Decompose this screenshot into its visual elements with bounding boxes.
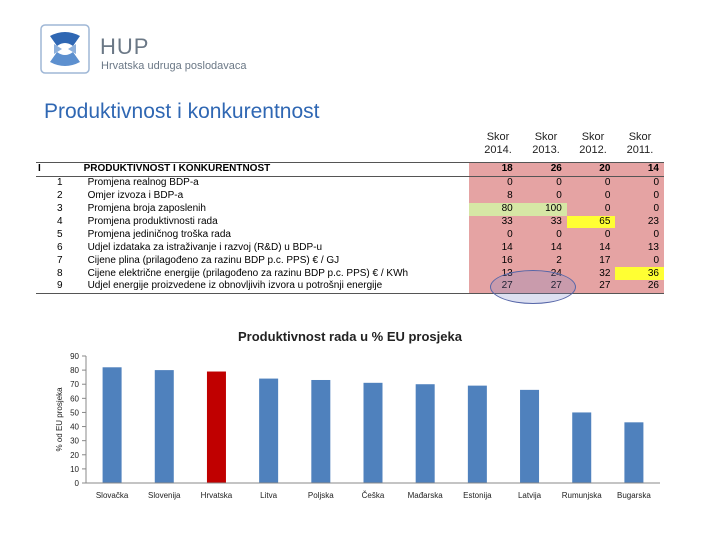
table-cell: 27 <box>567 280 616 293</box>
row-number: 8 <box>57 267 63 279</box>
table-cell: 0 <box>615 254 664 267</box>
x-tick-label: Slovačka <box>95 491 129 500</box>
table-cell: 0 <box>469 228 518 241</box>
table-cell-highlighted: 80 <box>469 203 518 216</box>
y-tick-label: 60 <box>70 394 79 404</box>
table-cell: 33 <box>518 216 567 229</box>
row-number: 6 <box>57 241 63 253</box>
table-cell: 0 <box>615 176 664 189</box>
table-cell: 27 <box>518 280 567 293</box>
y-tick-label: 80 <box>70 366 79 376</box>
column-header-2011 <box>618 131 662 157</box>
table-cell: 23 <box>615 216 664 229</box>
table-cell: 27 <box>469 280 518 293</box>
column-header-2013 <box>524 131 568 157</box>
table-cell: 13 <box>615 241 664 254</box>
section-label: PRODUKTIVNOST I KONKURENTNOST <box>84 163 470 177</box>
row-label: Cijene električne energije (prilagođeno za razinu BDP p.c. PPS) € / KWh <box>87 267 409 279</box>
column-header-line1: Skor <box>628 131 652 143</box>
y-tick-label: 40 <box>70 422 79 432</box>
table-cell: 14 <box>469 241 518 254</box>
table-row <box>36 228 664 241</box>
row-label: Promjena jediničnog troška rada <box>87 228 231 240</box>
row-label: Promjena broja zaposlenih <box>87 203 206 215</box>
table-section-row <box>36 163 664 177</box>
hup-logo-icon <box>40 24 90 74</box>
table-cell: 2 <box>518 254 567 267</box>
row-label: Promjena realnog BDP-a <box>87 177 199 189</box>
table-cell: 32 <box>567 267 616 280</box>
table-cell: 26 <box>518 163 567 177</box>
section-number: I <box>36 163 84 177</box>
table-cell: 0 <box>518 176 567 189</box>
logo-subtitle: Hrvatska udruga poslodavaca <box>101 60 247 72</box>
row-label: Udjel energije proizvedene iz obnovljivih izvora u potrošnji energije <box>84 280 470 293</box>
x-tick-label: Češka <box>361 491 385 500</box>
table-cell: 0 <box>567 228 616 241</box>
x-tick-label: Mađarska <box>407 491 443 500</box>
chart-title: Produktivnost rada u % EU prosjeka <box>238 329 462 344</box>
x-tick-label: Litva <box>260 491 278 500</box>
x-tick-label: Rumunjska <box>561 491 602 500</box>
table-cell: 18 <box>469 163 518 177</box>
column-header-line1: Skor <box>534 131 558 143</box>
row-number: 2 <box>57 190 63 202</box>
table-row <box>36 241 664 254</box>
x-tick-label: Latvija <box>517 491 542 500</box>
row-label: Udjel izdataka za istraživanje i razvoj (R&D) u BDP-u <box>87 241 323 253</box>
table-cell: 20 <box>567 163 616 177</box>
row-number: 4 <box>57 216 63 227</box>
row-label: Cijene plina (prilagođeno za razinu BDP p.c. PPS) € / GJ <box>87 254 340 266</box>
table-cell-highlighted: 65 <box>567 216 616 229</box>
column-header-line2: 2013. <box>532 144 560 156</box>
x-tick-label: Bugarska <box>617 491 651 500</box>
table-cell: 13 <box>469 267 518 280</box>
x-tick-label: Slovenija <box>148 491 181 500</box>
table-cell: 0 <box>615 228 664 241</box>
row-number: 1 <box>57 177 63 189</box>
table-cell: 14 <box>567 241 616 254</box>
row-number: 5 <box>57 228 63 240</box>
x-tick-label: Estonija <box>463 491 492 500</box>
row-label: Promjena produktivnosti rada <box>87 216 218 227</box>
column-header-line1: Skor <box>486 131 510 143</box>
column-header-line2: 2014. <box>484 144 512 156</box>
highlight-ellipse <box>490 270 576 304</box>
table-cell: 0 <box>469 176 518 189</box>
table-cell: 8 <box>469 190 518 203</box>
y-tick-label: 50 <box>70 408 79 418</box>
table-cell-highlighted: 100 <box>518 203 567 216</box>
y-tick-label: 90 <box>70 352 79 361</box>
row-number: 3 <box>57 203 63 215</box>
table-row <box>36 254 664 267</box>
y-tick-label: 70 <box>70 380 79 390</box>
table-cell: 0 <box>518 190 567 203</box>
table-cell: 0 <box>567 203 616 216</box>
table-cell: 0 <box>615 190 664 203</box>
row-label: Omjer izvoza i BDP-a <box>87 190 184 202</box>
table-cell: 0 <box>615 203 664 216</box>
column-header-line1: Skor <box>581 131 605 143</box>
table-cell: 16 <box>469 254 518 267</box>
y-tick-label: 0 <box>74 479 79 488</box>
row-number: 9 <box>36 280 84 293</box>
table-cell: 17 <box>567 254 616 267</box>
column-header-2012 <box>571 131 615 157</box>
column-header-2014 <box>476 131 520 157</box>
y-tick-label: 30 <box>70 436 79 446</box>
table-row <box>36 190 664 203</box>
table-cell: 26 <box>615 280 664 293</box>
table-cell: 0 <box>518 228 567 241</box>
table-row <box>36 216 664 229</box>
ranking-table <box>36 162 664 294</box>
y-tick-label: 20 <box>70 450 79 460</box>
table-cell: 0 <box>567 190 616 203</box>
row-number: 7 <box>57 254 63 266</box>
table-row <box>36 176 664 189</box>
column-header-line2: 2012. <box>579 144 607 156</box>
x-tick-label: Hrvatska <box>200 491 233 500</box>
slide-title: Produktivnost i konkurentnost <box>44 100 320 123</box>
table-cell: 24 <box>518 267 567 280</box>
table-cell-highlighted: 36 <box>615 267 664 280</box>
y-axis-label: % od EU prosjeka <box>55 387 64 452</box>
table-cell: 0 <box>567 176 616 189</box>
x-tick-label: Poljska <box>307 491 334 500</box>
chart-panel <box>36 322 664 522</box>
table-row <box>36 203 664 216</box>
table-cell: 33 <box>469 216 518 229</box>
column-header-line2: 2011. <box>626 144 654 156</box>
table-cell: 14 <box>615 163 664 177</box>
table-cell: 14 <box>518 241 567 254</box>
y-tick-label: 10 <box>70 464 79 474</box>
logo-title: HUP <box>100 34 150 59</box>
